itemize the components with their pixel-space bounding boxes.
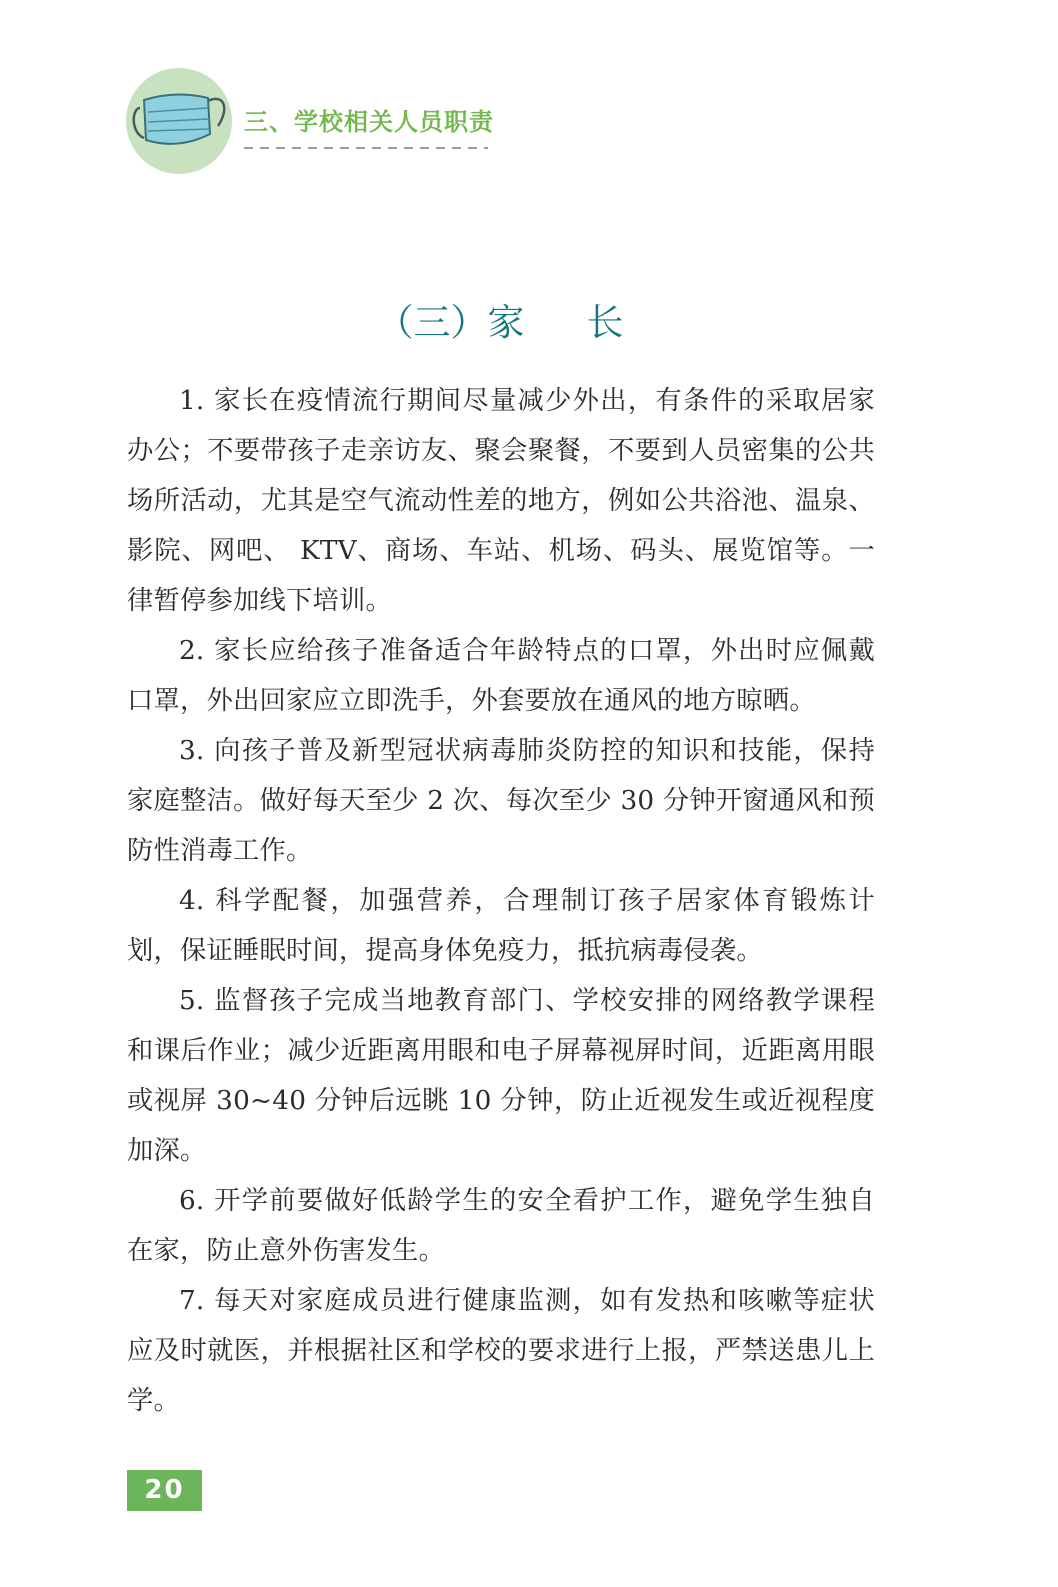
paragraph-3: 3. 向孩子普及新型冠状病毒肺炎防控的知识和技能，保持家庭整洁。做好每天至少 2 次、每次至少 30 分钟开窗通风和预防性消毒工作。 <box>127 736 875 866</box>
page-subtitle <box>0 292 1000 346</box>
header-dashed-divider <box>244 146 488 150</box>
paragraph-6: 6. 开学前要做好低龄学生的安全看护工作，避免学生独自在家，防止意外伤害发生。 <box>127 1186 875 1266</box>
paragraph-7: 7. 每天对家庭成员进行健康监测，如有发热和咳嗽等症状应及时就医，并根据社区和学校的要求进行上报，严禁送患儿上学。 <box>127 1286 875 1416</box>
body-text <box>127 376 875 1426</box>
subtitle-part1: （三）家 <box>376 301 525 344</box>
face-mask-icon <box>126 68 232 174</box>
paragraph-1: 1. 家长在疫情流行期间尽量减少外出，有条件的采取居家办公；不要带孩子走亲访友、聚会聚餐，不要到人员密集的公共场所活动，尤其是空气流动性差的地方，例如公共浴池、温泉、影院、网吧、 KTV、商场、车站、机场、码头、展览馆等。一律暂停参加线下培训。 <box>127 386 875 616</box>
subtitle-part2: 长 <box>586 301 624 344</box>
page-number: 20 <box>127 1470 202 1511</box>
paragraph-4: 4. 科学配餐，加强营养，合理制订孩子居家体育锻炼计划，保证睡眠时间，提高身体免疫力，抵抗病毒侵袭。 <box>127 886 875 966</box>
section-title: 三、学校相关人员职责 <box>244 107 494 136</box>
paragraph-5: 5. 监督孩子完成当地教育部门、学校安排的网络教学课程和课后作业；减少近距离用眼和电子屏幕视屏时间，近距离用眼或视屏 30~40 分钟后远眺 10 分钟，防止近视发生或近视程度加深。 <box>127 986 875 1166</box>
paragraph-2: 2. 家长应给孩子准备适合年龄特点的口罩，外出时应佩戴口罩，外出回家应立即洗手，外套要放在通风的地方晾晒。 <box>127 636 875 716</box>
